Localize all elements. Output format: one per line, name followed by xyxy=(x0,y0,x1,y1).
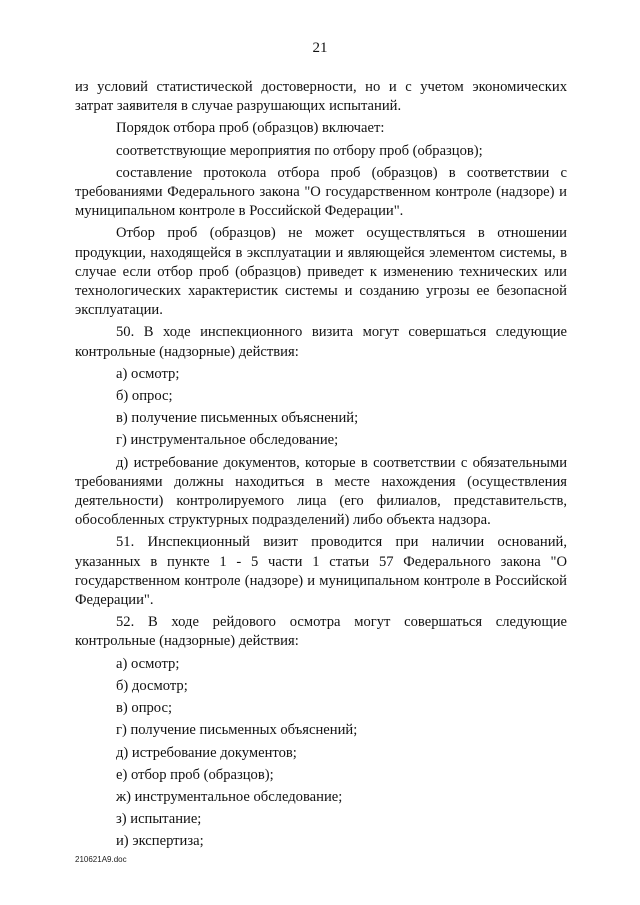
footer-filename: 210621A9.doc xyxy=(75,855,127,864)
list-item: д) истребование документов; xyxy=(116,744,297,761)
paragraph-4: составление протокола отбора проб (образцов) в соответствии с требованиями Федерального закона "О государственном контроле (надзоре) и муниципальном контроле в Российской Федерации". xyxy=(75,164,567,220)
paragraph-6: 50. В ходе инспекционного визита могут совершаться следующие контрольные (надзорные) действия: xyxy=(75,324,567,360)
page-number: 21 xyxy=(312,40,328,56)
list-item: в) опрос; xyxy=(116,700,172,717)
document-body xyxy=(75,78,567,855)
paragraph-13: 52. В ходе рейдового осмотра могут совершаться следующие контрольные (надзорные) действия: xyxy=(75,614,567,650)
list-item: е) отбор проб (образцов); xyxy=(116,766,274,783)
paragraph-11: д) истребование документов, которые в соответствии с обязательными требованиями должны находиться в месте нахождения (осуществления деятельности) контролируемого лица (его филиалов, представительств, обособленных структурных подразделений) либо объекта надзора. xyxy=(75,454,567,529)
paragraph-1: из условий статистической достоверности, но и с учетом экономических затрат заявителя в случае разрушающих испытаний. xyxy=(75,79,567,115)
paragraph-5: Отбор проб (образцов) не может осуществляться в отношении продукции, находящейся в эксплуатации и являющейся элементом системы, в случае если отбор проб (образцов) приведет к изменению технических или технологических характеристик системы и созданию угрозы ее безопасной эксплуатации. xyxy=(75,225,567,319)
list-item: а) осмотр; xyxy=(116,365,180,382)
list-item: б) опрос; xyxy=(116,388,173,405)
list-item: з) испытание; xyxy=(116,811,202,828)
paragraph-3: соответствующие мероприятия по отбору проб (образцов); xyxy=(116,142,483,159)
list-item: г) получение письменных объяснений; xyxy=(116,722,358,739)
paragraph-12: 51. Инспекционный визит проводится при наличии оснований, указанных в пункте 1 - 5 части 1 статьи 57 Федерального закона "О государственном контроле (надзоре) и муниципальном контроле в Российской Федерации". xyxy=(75,534,567,609)
paragraph-2: Порядок отбора проб (образцов) включает: xyxy=(116,120,385,137)
list-item: б) досмотр; xyxy=(116,677,188,694)
list-item: г) инструментальное обследование; xyxy=(116,432,339,449)
list-item: а) осмотр; xyxy=(116,655,180,672)
list-item: в) получение письменных объяснений; xyxy=(116,410,359,427)
list-item: и) экспертиза; xyxy=(116,833,204,850)
list-item: ж) инструментальное обследование; xyxy=(116,788,343,805)
